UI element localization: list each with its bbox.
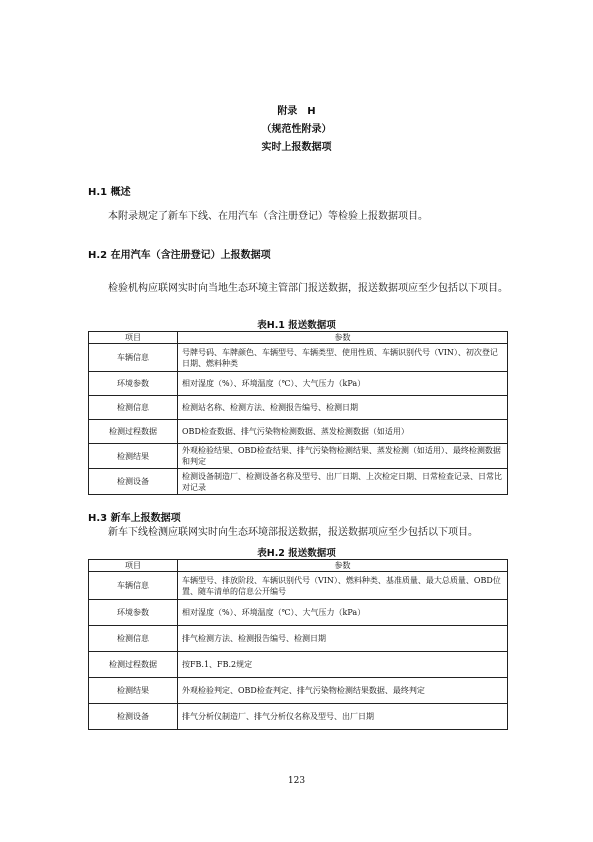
page-number: 123 bbox=[287, 776, 306, 786]
section-h1-heading: H.1 概述 bbox=[88, 187, 131, 198]
table-row bbox=[89, 652, 508, 678]
row-item: 环境参数 bbox=[89, 600, 178, 626]
table-h2 bbox=[88, 559, 508, 730]
row-item: 检测过程数据 bbox=[89, 652, 178, 678]
column-header-item: 项目 bbox=[89, 332, 178, 344]
section-h3-text: 新车下线检测应联网实时向生态环境部报送数据，报送数据项应至少包括以下项目。 bbox=[108, 527, 478, 538]
table-row bbox=[89, 572, 508, 600]
table-header-row bbox=[89, 560, 508, 572]
table-row bbox=[89, 469, 508, 495]
row-params: OBD检查数据、排气污染物检测数据、蒸发检测数据（如适用） bbox=[178, 420, 508, 444]
row-item: 检测设备 bbox=[89, 704, 178, 730]
row-item: 车辆信息 bbox=[89, 572, 178, 600]
appendix-label: 附录 H bbox=[277, 106, 316, 117]
row-params: 排气分析仪制造厂、排气分析仪名称及型号、出厂日期 bbox=[178, 704, 508, 730]
row-params: 相对湿度（%）、环境温度（℃）、大气压力（kPa） bbox=[178, 372, 508, 396]
section-h1-text: 本附录规定了新车下线、在用汽车（含注册登记）等检验上报数据项目。 bbox=[108, 211, 428, 222]
appendix-nature: （规范性附录） bbox=[261, 124, 332, 135]
column-header-item: 项目 bbox=[89, 560, 178, 572]
table-row bbox=[89, 704, 508, 730]
table-row bbox=[89, 344, 508, 372]
table-h1-caption: 表H.1 报送数据项 bbox=[257, 320, 336, 331]
row-item: 检测过程数据 bbox=[89, 420, 178, 444]
row-params: 相对湿度（%）、环境温度（℃）、大气压力（kPa） bbox=[178, 600, 508, 626]
row-params: 检测设备制造厂、检测设备名称及型号、出厂日期、上次检定日期、日常检查记录、日常比对记录 bbox=[178, 469, 508, 495]
row-params: 排气检测方法、检测报告编号、检测日期 bbox=[178, 626, 508, 652]
row-params: 检测站名称、检测方法、检测报告编号、检测日期 bbox=[178, 396, 508, 420]
row-item: 检测结果 bbox=[89, 678, 178, 704]
table-row bbox=[89, 678, 508, 704]
column-header-params: 参数 bbox=[178, 332, 508, 344]
table-row bbox=[89, 444, 508, 469]
table-h2-caption: 表H.2 报送数据项 bbox=[257, 548, 336, 559]
table-header-row bbox=[89, 332, 508, 344]
row-params: 车辆型号、排放阶段、车辆识别代号（VIN）、燃料种类、基准质量、最大总质量、OBD位置、随车清单的信息公开编号 bbox=[178, 572, 508, 600]
row-params: 外观检验判定、OBD检查判定、排气污染物检测结果数据、最终判定 bbox=[178, 678, 508, 704]
table-h1 bbox=[88, 331, 508, 495]
table-row bbox=[89, 600, 508, 626]
row-params: 外观检验结果、OBD检查结果、排气污染物检测结果、蒸发检测（如适用）、最终检测数据和判定 bbox=[178, 444, 508, 469]
row-params: 号牌号码、车牌颜色、车辆型号、车辆类型、使用性质、车辆识别代号（VIN）、初次登记日期、燃料种类 bbox=[178, 344, 508, 372]
row-item: 检测信息 bbox=[89, 626, 178, 652]
section-h2-heading: H.2 在用汽车（含注册登记）上报数据项 bbox=[88, 250, 271, 261]
appendix-title: 实时上报数据项 bbox=[261, 142, 332, 153]
row-item: 环境参数 bbox=[89, 372, 178, 396]
section-h2-text: 检验机构应联网实时向当地生态环境主管部门报送数据，报送数据项应至少包括以下项目。 bbox=[108, 283, 508, 294]
table-row bbox=[89, 420, 508, 444]
row-item: 检测信息 bbox=[89, 396, 178, 420]
row-item: 车辆信息 bbox=[89, 344, 178, 372]
row-params: 按FB.1、FB.2规定 bbox=[178, 652, 508, 678]
row-item: 检测结果 bbox=[89, 444, 178, 469]
section-h3-heading: H.3 新车上报数据项 bbox=[88, 513, 181, 524]
row-item: 检测设备 bbox=[89, 469, 178, 495]
column-header-params: 参数 bbox=[178, 560, 508, 572]
table-row bbox=[89, 372, 508, 396]
table-row bbox=[89, 396, 508, 420]
table-row bbox=[89, 626, 508, 652]
